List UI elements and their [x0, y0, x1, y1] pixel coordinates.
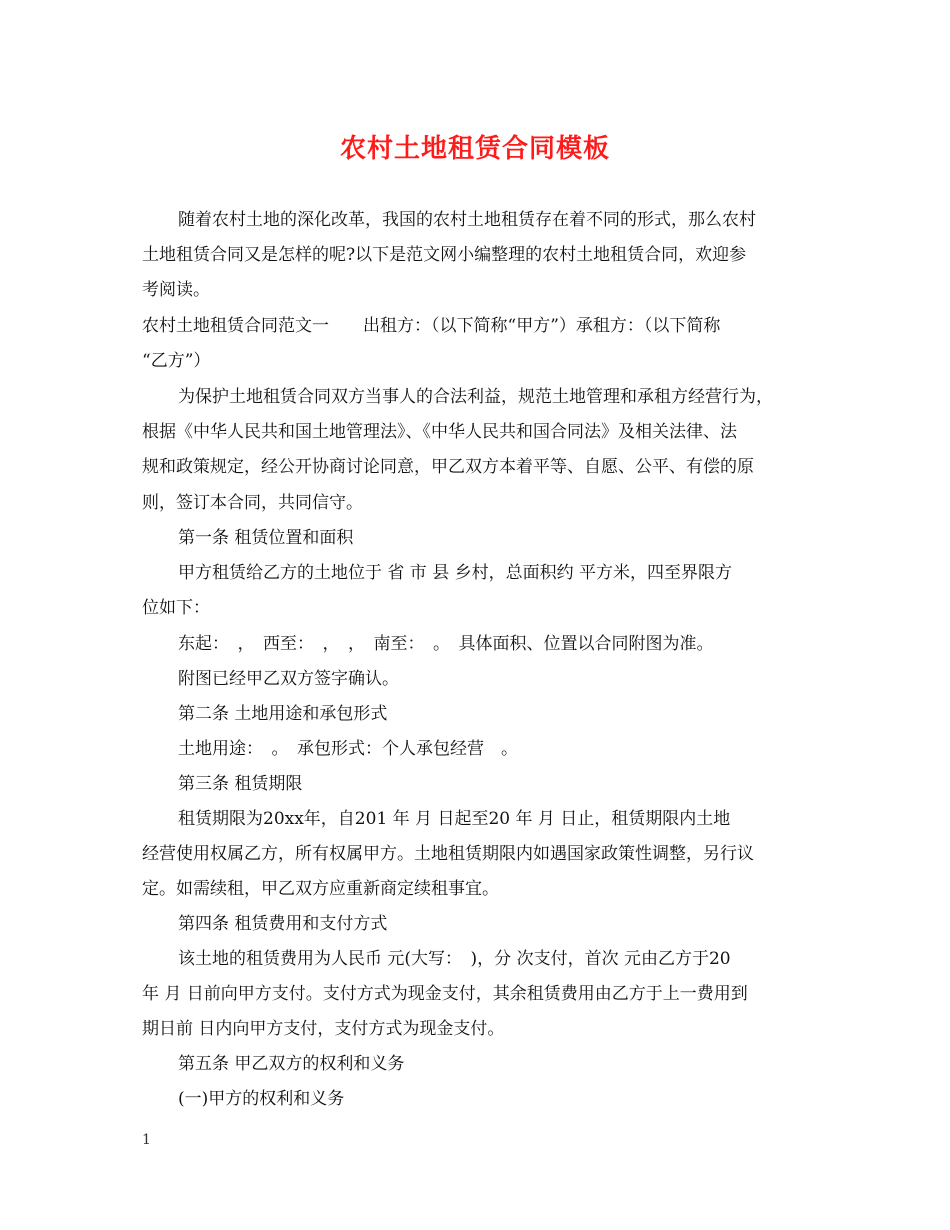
paragraph-line: 农村土地租赁合同范文一 出租方：（以下简称“甲方”）承租方：（以下简称	[142, 316, 721, 336]
paragraph-line: 为保护土地租赁合同双方当事人的合法利益，规范土地管理和承租方经营行为，	[178, 387, 773, 407]
section-heading: 第一条 租赁位置和面积	[178, 528, 354, 548]
paragraph-line: 规和政策规定，经公开协商讨论同意，甲乙双方本着平等、自愿、公平、有偿的原	[142, 457, 754, 477]
section-heading: 第三条 租赁期限	[178, 774, 303, 794]
page-number: 1	[142, 1132, 151, 1148]
document-title: 农村土地租赁合同模板	[339, 134, 610, 164]
paragraph-line: 经营使用权属乙方，所有权属甲方。土地租赁期限内如遇国家政策性调整，另行议	[142, 844, 754, 864]
section-heading: 第五条 甲乙双方的权利和义务	[178, 1054, 405, 1074]
paragraph-line: 考阅读。	[142, 280, 210, 300]
paragraph-line: “乙方”）	[142, 351, 211, 371]
paragraph-line: 年 月 日前向甲方支付。支付方式为现金支付，其余租赁费用由乙方于上一费用到	[142, 984, 748, 1004]
paragraph-line: 土地租赁合同又是怎样的呢?以下是范文网小编整理的农村土地租赁合同，欢迎参	[142, 245, 747, 265]
paragraph-line: 定。如需续租，甲乙双方应重新商定续租事宜。	[142, 879, 499, 899]
paragraph-line: 租赁期限为20xx年，自201 年 月 日起至20 年 月 日止，租赁期限内土地	[178, 809, 731, 829]
paragraph-line: 附图已经甲乙双方签字确认。	[178, 669, 399, 689]
section-heading: 第二条 土地用途和承包形式	[178, 704, 388, 724]
paragraph-line: 东起： ， 西至： ， ， 南至： 。 具体面积、位置以合同附图为准。	[178, 634, 714, 654]
paragraph-line: 位如下：	[142, 598, 210, 618]
paragraph-line: 根据《中华人民共和国土地管理法》、《中华人民共和国合同法》及相关法律、法	[142, 422, 737, 442]
paragraph-line: 则，签订本合同，共同信守。	[142, 493, 363, 513]
paragraph-line: 甲方租赁给乙方的土地位于 省 市 县 乡村，总面积约 平方米，四至界限方	[178, 563, 733, 583]
paragraph-line: 随着农村土地的深化改革，我国的农村土地租赁存在着不同的形式，那么农村	[178, 210, 756, 230]
subsection-heading: (一)甲方的权利和义务	[178, 1089, 345, 1109]
paragraph-line: 该土地的租赁费用为人民币 元(大写： )，分 次支付，首次 元由乙方于20	[178, 949, 731, 969]
paragraph-line: 土地用途： 。 承包形式：个人承包经营 。	[178, 739, 518, 759]
section-heading: 第四条 租赁费用和支付方式	[178, 914, 388, 934]
paragraph-line: 期日前 日内向甲方支付，支付方式为现金支付。	[142, 1019, 505, 1039]
